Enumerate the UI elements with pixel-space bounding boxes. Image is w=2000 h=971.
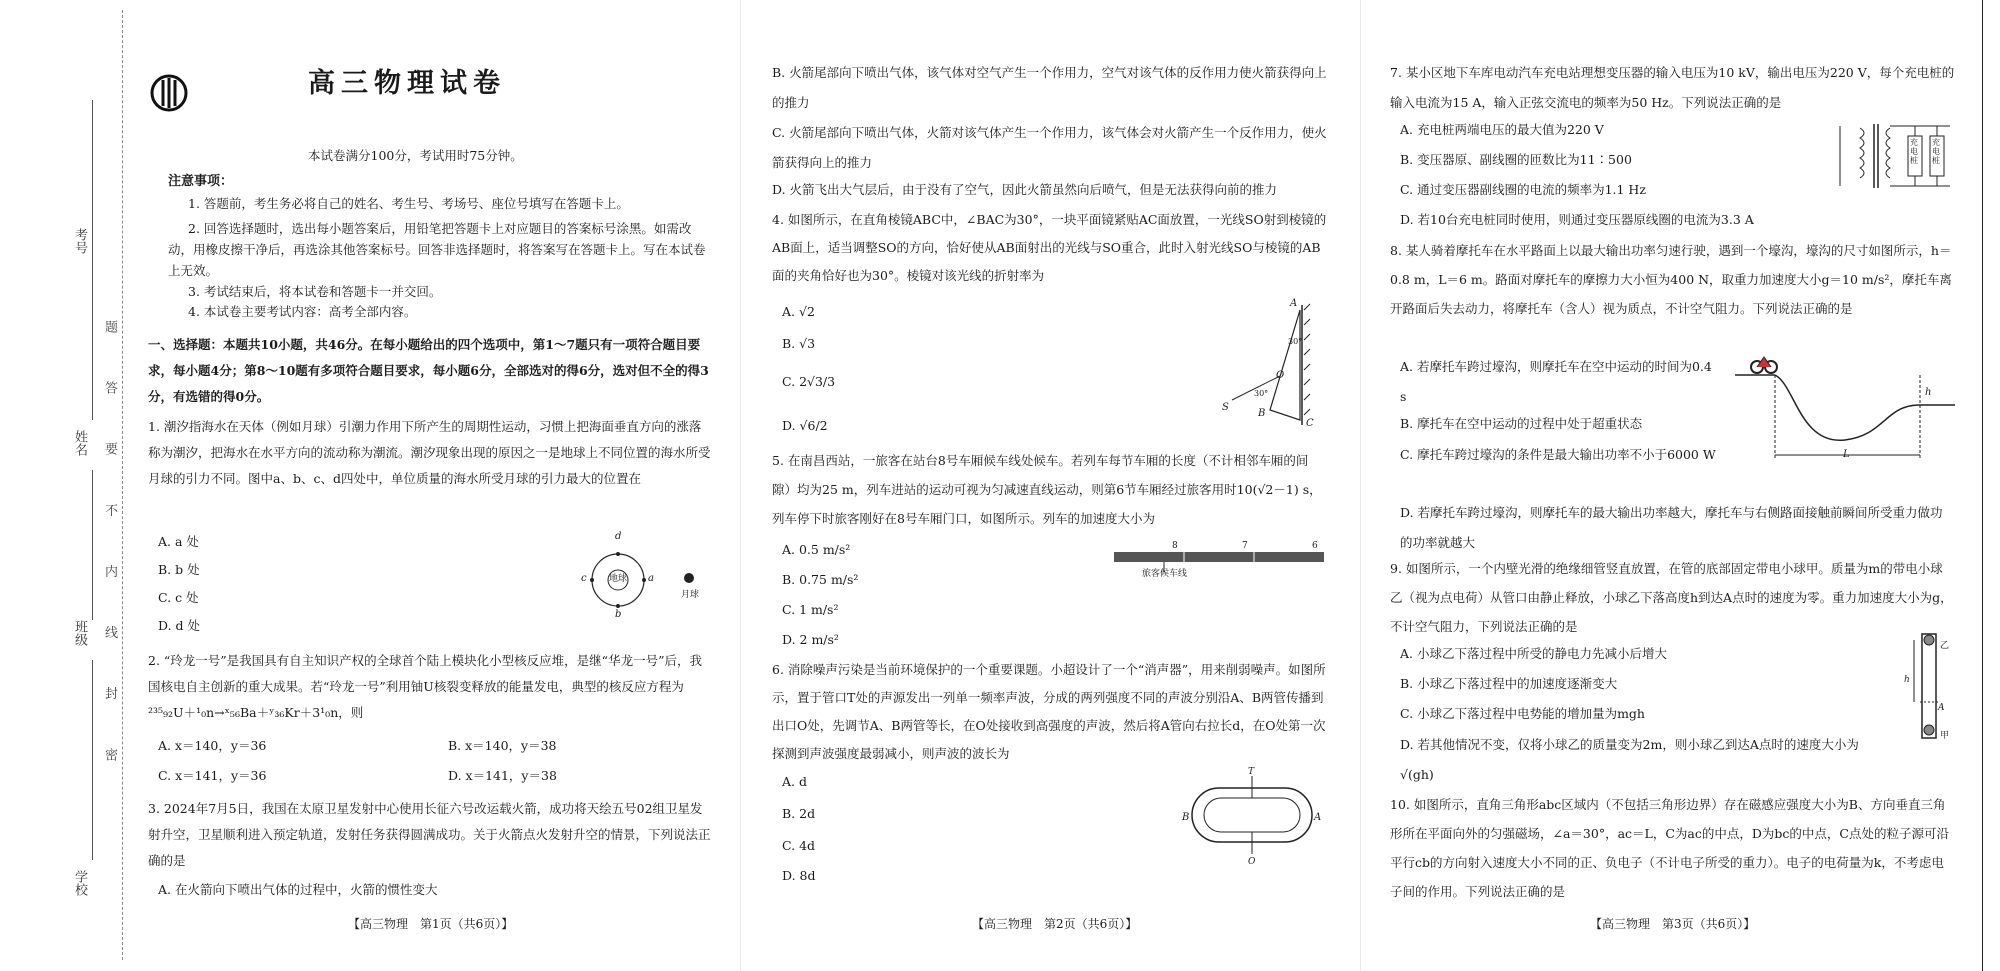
q5-option-b: B. 0.75 m/s² — [782, 572, 859, 587]
point-a-label: a — [648, 573, 654, 584]
prism-o-label: O — [1276, 370, 1285, 381]
q3-option-a: A. 在火箭向下喷出气体的过程中，火箭的惯性变大 — [158, 882, 438, 897]
moon-label: 月球 — [681, 590, 700, 600]
q4-option-d: D. √6/2 — [782, 418, 828, 433]
xuexiao-label: 学校 — [72, 870, 87, 896]
point-d-label: d — [615, 531, 622, 542]
ball-jia-label: 甲 — [1940, 731, 1950, 741]
earth-label: 地球 — [609, 574, 628, 584]
sheet-right-edge — [1982, 0, 1983, 971]
q8-option-b: B. 摩托车在空中运动的过程中处于超重状态 — [1400, 416, 1643, 431]
notice-2: 2. 回答选择题时，选出每小题答案后，用铅笔把答题卡上对应题目的答案标号涂黑。如需改动，用橡皮擦干净后，再选涂其他答案标号。回答非选择题时，将答案写在答题卡上。写在本试卷上无效。 — [168, 221, 706, 278]
q6-option-d: D. 8d — [782, 868, 816, 883]
kaohao-line — [92, 100, 93, 420]
muffler-a-label: A — [1314, 812, 1322, 823]
point-c-label: c — [581, 573, 587, 584]
question-7: 7. 某小区地下车库电动汽车充电站理想变压器的输入电压为10 kV，输出电压为220 V，每个充电桩的输入电流为15 A，输入正弦交流电的频率为50 Hz。下列说法正确的是 — [1390, 65, 1955, 110]
notice-1: 1. 答题前，考生务必将自己的姓名、考生号、考场号、座位号填写在答题卡上。 — [188, 196, 629, 211]
q1-earth-moon-figure — [573, 531, 703, 625]
exam-subtitle: 本试卷满分100分，考试用时75分钟。 — [308, 148, 523, 163]
muffler-b-label: B — [1182, 812, 1190, 823]
q1-option-b: B. b 处 — [158, 562, 200, 577]
seal-dashed-line — [122, 10, 123, 960]
angle-label-1: 30° — [1288, 337, 1303, 346]
q9-option-c: C. 小球乙下落过程中电势能的增加量为mgh — [1400, 706, 1645, 721]
question-3: 3. 2024年7月5日，我国在太原卫星发射中心使用长征六号改运载火箭，成功将天绘五号02组卫星发射升空，卫星顺利进入预定轨道，发射任务获得圆满成功。关于火箭点火发射升空的情景，下列说法正确的是 — [148, 801, 711, 868]
banji-line — [92, 660, 93, 860]
q3-option-c: C. 火箭尾部向下喷出气体，火箭对该气体产生一个作用力，该气体会对火箭产生一个反作用力，使火箭获得向上的推力 — [772, 125, 1327, 170]
question-5: 5. 在南昌西站，一旅客在站台8号车厢候车线处候车。若列车每节车厢的长度（不计相邻车厢的间隙）均为25 m，列车进站的运动可视为匀减速直线运动，则第6节车厢经过旅客用时10(√2－1) s，列车停下时旅客刚好在8号车厢门口，如图所示。列车的加速度大小为 — [772, 453, 1322, 526]
publisher-logo-icon — [148, 72, 188, 112]
q9-option-d: D. 若其他情况不变，仅将小球乙的质量变为2m，则小球乙到达A点时的速度大小为√(gh) — [1400, 737, 1859, 782]
q3-option-d: D. 火箭飞出大气层后，由于没有了空气，因此火箭虽然向后喷气，但是无法获得向前的推力 — [772, 182, 1278, 197]
q2-option-a: A. x＝140，y＝36 — [158, 738, 267, 753]
section-1-heading: 一、选择题：本题共10小题，共46分。在每小题给出的四个选项中，第1～7题只有一项符合题目要求，每小题4分；第8～10题有多项符合题目要求，每小题6分，全部选对的得6分，选对但不全的得3分，有选错的得0分。 — [148, 337, 709, 404]
binding-margin — [0, 0, 130, 971]
page-divider-2 — [1360, 0, 1361, 971]
page-1 — [148, 0, 713, 971]
car-6-label: 6 — [1312, 541, 1318, 551]
notice-4: 4. 本试卷主要考试内容：高考全部内容。 — [188, 304, 417, 319]
prism-b-label: B — [1258, 408, 1266, 419]
charger-left-label: 充电桩 — [1910, 138, 1918, 165]
q2-option-b: B. x＝140，y＝38 — [448, 738, 557, 753]
page-2-footer: 【高三物理 第2页（共6页）】 — [972, 917, 1138, 931]
notice-3: 3. 考试结束后，将本试卷和答题卡一并交回。 — [188, 284, 442, 299]
prism-c-label: C — [1306, 418, 1314, 429]
q1-option-a: A. a 处 — [158, 534, 199, 549]
q4-prism-figure — [1222, 300, 1322, 430]
prism-a-label: A — [1290, 298, 1298, 309]
notice-heading: 注意事项： — [168, 174, 234, 189]
q8-option-a: A. 若摩托车跨过壕沟，则摩托车在空中运动的时间为0.4 s — [1400, 359, 1712, 404]
muffler-o-label: O — [1248, 857, 1256, 867]
page-divider-1 — [740, 0, 741, 971]
seal-text: 题 答 要 不 内 线 封 密 — [102, 320, 117, 783]
question-10: 10. 如图所示，直角三角形abc区域内（不包括三角形边界）存在磁感应强度大小为B、方向垂直三角形所在平面向外的匀强磁场，∠a＝30°，ac＝L，C为ac的中点，D为bc的中点，C点处的粒子源可沿平行cb的方向射入速度大小不同的正、负电子（不计电子所受的重力）。电子的电荷量为k，不考虑电子间的作用。下列说法正确的是 — [1390, 797, 1949, 899]
muffler-t-label: T — [1248, 767, 1255, 777]
q4-option-c: C. 2√3/3 — [782, 374, 836, 389]
q6-muffler-figure — [1182, 767, 1327, 867]
point-b-label: b — [615, 609, 622, 620]
xingming-line — [92, 470, 93, 620]
q4-option-a: A. √2 — [782, 304, 815, 319]
ball-yi-label: 乙 — [1940, 641, 1950, 651]
q1-option-d: D. d 处 — [158, 618, 200, 633]
q9-option-b: B. 小球乙下落过程中的加速度逐渐变大 — [1400, 676, 1618, 691]
ditch-l-label: L — [1843, 449, 1850, 460]
page-1-footer: 【高三物理 第1页（共6页）】 — [348, 917, 514, 931]
page-3 — [1390, 0, 1955, 971]
q2-option-c: C. x＝141，y＝36 — [158, 768, 267, 783]
q8-option-c: C. 摩托车跨过壕沟的条件是最大输出功率不小于6000 W — [1400, 447, 1716, 462]
q6-option-c: C. 4d — [782, 838, 816, 853]
question-1: 1. 潮汐指海水在天体（例如月球）引潮力作用下所产生的周期性运动，习惯上把海面垂直方向的涨落称为潮汐，把海水在水平方向的流动称为潮流。潮汐现象出现的原因之一是地球上不同位置的海水所受月球的引力不同。图中a、b、c、d四处中，单位质量的海水所受月球的引力最大的位置在 — [148, 419, 711, 486]
q7-option-a: A. 充电桩两端电压的最大值为220 V — [1400, 122, 1604, 137]
car-8-label: 8 — [1172, 541, 1178, 551]
q5-train-figure — [1112, 540, 1327, 590]
q1-option-c: C. c 处 — [158, 590, 199, 605]
q8-option-d: D. 若摩托车跨过壕沟，则摩托车的最大输出功率越大，摩托车与右侧路面接触前瞬间所受重力做功的功率就越大 — [1400, 505, 1943, 550]
angle-label-2: 30° — [1254, 389, 1269, 398]
question-4: 4. 如图所示，在直角棱镜ABC中，∠BAC为30°，一块平面镜紧贴AC面放置，一光线SO射到棱镜的AB面上，适当调整SO的方向，恰好使从AB面射出的光线与SO重合，此时入射光线SO与棱镜的AB面的夹角恰好也为30°。棱镜对该光线的折射率为 — [772, 212, 1327, 283]
q7-option-c: C. 通过变压器副线圈的电流的频率为1.1 Hz — [1400, 182, 1646, 197]
charger-right-label: 充电桩 — [1932, 138, 1940, 165]
q6-option-b: B. 2d — [782, 806, 816, 821]
q5-option-d: D. 2 m/s² — [782, 632, 839, 647]
question-9: 9. 如图所示，一个内壁光滑的绝缘细管竖直放置，在管的底部固定带电小球甲。质量为m的带电小球乙（视为点电荷）从管口由静止释放，小球乙下落高度h到达A点时的速度为零。重力加速度大小为g，不计空气阻力，下列说法正确的是 — [1390, 561, 1953, 634]
q4-option-b: B. √3 — [782, 336, 816, 351]
car-7-label: 7 — [1242, 541, 1248, 551]
ditch-h-label: h — [1925, 387, 1932, 398]
q3-option-b: B. 火箭尾部向下喷出气体，该气体对空气产生一个作用力，空气对该气体的反作用力使火箭获得向上的推力 — [772, 65, 1327, 110]
waiting-line-label: 旅客候车线 — [1142, 569, 1188, 579]
q6-option-a: A. d — [782, 774, 807, 789]
page-2 — [772, 0, 1327, 971]
point-a-label: A — [1938, 703, 1945, 713]
q8-ditch-figure — [1735, 345, 1955, 465]
question-6: 6. 消除噪声污染是当前环境保护的一个重要课题。小超设计了一个“消声器”，用来削弱噪声。如图所示，置于管口T处的声源发出一列单一频率声波，分成的两列强度不同的声波分别沿A、B两管传播到出口O处，先调节A、B两管等长，在O处接收到高强度的声波，然后将A管向右拉长d，在O处第一次探测到声波强度最弱减小，则声波的波长为 — [772, 662, 1326, 761]
q5-option-a: A. 0.5 m/s² — [782, 542, 851, 557]
q9-tube-figure — [1904, 632, 1955, 742]
q7-option-b: B. 变压器原、副线圈的匝数比为11∶500 — [1400, 152, 1632, 167]
question-8: 8. 某人骑着摩托车在水平路面上以最大输出功率匀速行驶，遇到一个壕沟，壕沟的尺寸如图所示，h＝0.8 m，L＝6 m。路面对摩托车的摩擦力大小恒为400 N，取重力加速度大小g＝10 m/s²，摩托车离开路面后失去动力，将摩托车（含人）视为质点，不计空气阻力。下列说法正确的是 — [1390, 243, 1952, 316]
question-2: 2. “玲龙一号”是我国具有自主知识产权的全球首个陆上模块化小型核反应堆，是继“华龙一号”后，我国核电自主创新的重大成果。若“玲龙一号”利用铀U核裂变释放的能量发电，典型的核反应方程为²³⁵₉₂U＋¹₀n→ˣ₅₆Ba＋ʸ₃₆Kr＋3¹₀n，则 — [148, 653, 702, 720]
q2-option-d: D. x＝141，y＝38 — [448, 768, 557, 783]
ray-s-label: S — [1222, 402, 1229, 413]
kaohao-label: 考号 — [72, 228, 87, 254]
banji-label: 班级 — [72, 620, 87, 646]
q7-option-d: D. 若10台充电桩同时使用，则通过变压器原线圈的电流为3.3 A — [1400, 212, 1754, 227]
xingming-label: 姓名 — [72, 430, 87, 456]
page-3-footer: 【高三物理 第3页（共6页）】 — [1590, 917, 1756, 931]
q9-option-a: A. 小球乙下落过程中所受的静电力先减小后增大 — [1400, 646, 1667, 661]
exam-title: 高三物理试卷 — [308, 68, 506, 99]
q5-option-c: C. 1 m/s² — [782, 602, 839, 617]
height-h-label: h — [1904, 675, 1910, 685]
q7-transformer-figure — [1830, 116, 1955, 196]
